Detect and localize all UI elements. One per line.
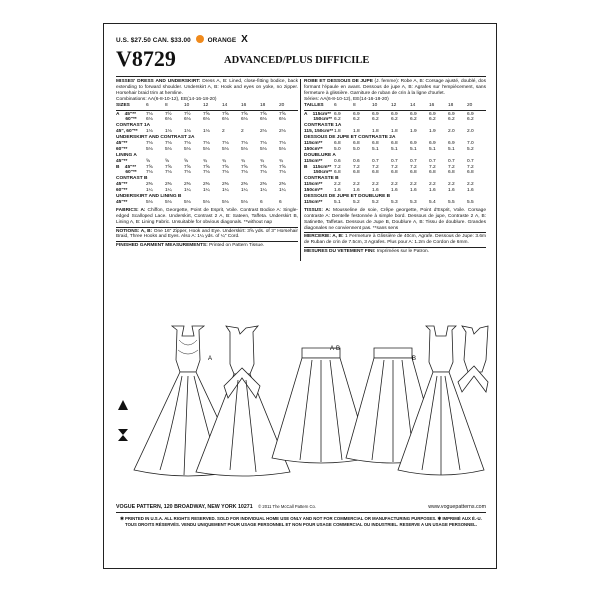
en-yardage-row: 60"** 6⅛ 6⅛ 6⅛ 6⅛ 6⅛ 6⅛ 6⅛ 6⅛: [116, 117, 286, 123]
yardage-table-fr: [304, 103, 486, 206]
en-group-heading: UNDERSKIRT AND CONTRAST 2A: [116, 135, 195, 141]
en-yardage-row: 60"** 5⅛ 5⅛ 5⅛ 5⅛ 5⅛ 5⅛ 5⅛ 5⅛: [116, 146, 286, 152]
fr-yardage-row: A 115cm** 6.9 6.9 6.9 6.9 6.9 6.9 6.9 6.9: [304, 111, 474, 117]
fr-group-heading: CONTRASTE B: [304, 176, 339, 182]
combinations-en: Combinations: AA(6-8-10-12), EE(14-16-18-20): [116, 96, 217, 102]
fabrics-fr: TISSUS: A: Mousseline de soie, Crêpe georgette, Point d'Esprit, Voile. Corsage contraste A: Dentelle festonnée à simple bord. Dessous de jupe, Contraste 2 A, B: Satinette, Taffetas. Dessous de Jupe B, Doublure A, B: Tissu de doublure. Grandes diagonales ne conviennent pas. **sans sens: [304, 207, 486, 231]
difficulty-level: ADVANCED/PLUS DIFFICILE: [224, 55, 370, 66]
fr-group-heading: CONTRASTE 1A: [304, 123, 342, 129]
footer-legal: ✱ PRINTED IN U.S.A. ALL RIGHTS RESERVED. SOLD FOR INDIVIDUAL HOME USE ONLY AND NOT FOR COMMERCIAL OR MANUFACTURING PURPOSES. ✱ IMPRIMÉ AUX É.-U. TOUS DROITS RÉSERVÉS. VENDU UNIQUEMENT POUR USAGE PERSONNEL ET NON POUR USAGE COMMERCIAL OU INDUSTRIEL. RESERVE A UN USAGE PERSONNEL.: [120, 516, 482, 527]
en-yardage-row: 45"** ⅝ ⅝ ⅝ ¾ ¾ ¾ ¾ ¾: [116, 158, 284, 164]
color-label: ORANGE: [207, 37, 237, 44]
en-yardage-row: 45"** 7⅛ 7⅛ 7⅛ 7⅛ 7⅛ 7⅛ 7⅛ 7⅛: [116, 141, 286, 146]
fr-yardage-row: 115cm** 0.6 0.6 0.7 0.7 0.7 0.7 0.7 0.7: [304, 158, 474, 164]
yardage-table-en: [116, 103, 298, 206]
view-label-a: A: [208, 356, 213, 362]
en-sizes-row: SIZES 6 8 10 12 14 16 18 20: [116, 102, 285, 108]
fr-group-heading: DESSOUS DE JUPE ET CONTRASTE 2A: [304, 135, 396, 141]
price-line: U.S. $27.50 CAN. $33.00 ORANGE X: [116, 34, 248, 45]
garment-illustrations: [112, 320, 490, 488]
finished-en: FINISHED GARMENT MEASUREMENTS: Printed on Pattern Tissue.: [116, 243, 265, 249]
fr-yardage-row: 115cm** 6.8 6.8 6.8 6.8 6.9 6.9 6.9 7.0: [304, 141, 474, 146]
fr-yardage-row: 115cm** 2.2 2.2 2.2 2.2 2.2 2.2 2.2 2.2: [304, 182, 474, 188]
view-label-ab: A-B: [330, 346, 341, 352]
en-yardage-row: 60"** 7⅛ 7⅛ 7⅛ 7⅛ 7⅛ 7⅛ 7⅛ 7⅛: [116, 170, 286, 176]
en-group-heading: LINING A: [116, 152, 137, 158]
en-yardage-row: B 45"** 7⅝ 7⅝ 7⅝ 7⅝ 7⅝ 7⅝ 7⅝ 7⅝: [116, 164, 286, 170]
en-yardage-row: 45"** 2⅜ 2⅜ 2⅜ 2⅜ 2⅜ 2⅜ 2⅜ 2⅜: [116, 182, 286, 188]
description-en: MISSES' DRESS AND UNDERSKIRT: Dress A, B: Lined, close-fitting bodice, back extending to forward shoulder. Underskirt A, B: Hook and eyes on yoke, no zipper. Horsehair braid trim at hemline.: [116, 79, 298, 96]
top-divider: [116, 76, 486, 77]
french-column: [304, 79, 486, 255]
fr-yardage-row: 150cm** 5.0 5.0 5.1 5.1 5.1 5.1 5.1 5.2: [304, 146, 474, 152]
fr-yardage-row: B 115cm** 7.2 7.2 7.2 7.2 7.2 7.2 7.2 7.2: [304, 164, 474, 170]
fr-yardage-row: 115, 150cm** 1.8 1.8 1.8 1.8 1.9 1.9 2.0 2.0: [304, 129, 474, 135]
view-label-b: B: [412, 356, 417, 362]
notions-en: NOTIONS: A, B: One 16" Zipper, Hook and Eye. Underskirt: 3⅝ yds. of 3" Horsehair Braid, Three Hooks and Eyes. Also A: 1¼ yds. of ¼" Cord.: [116, 228, 298, 240]
footer-address-line: [116, 504, 486, 510]
series-fr: Séries: AA(6-8-10-12), EE(14-16-18-20): [304, 96, 389, 102]
pattern-envelope-back: [103, 23, 497, 569]
price-mark: X: [241, 34, 248, 45]
footer-website: www.voguepatterns.com: [428, 504, 486, 510]
footer-copyright: © 2011 The McCall Pattern Co.: [258, 504, 317, 509]
fr-group-heading: DESSOUS DE JUPE ET DOUBLURE B: [304, 194, 391, 200]
triangle-marker-icon: [118, 400, 128, 410]
en-yardage-row: 60"** 1¼ 1¼ 1¼ 1¼ 1¼ 1¼ 1¼ 1¼: [116, 188, 286, 194]
en-yardage-row: 45", 60"** 1⅛ 1⅛ 1⅛ 1⅛ 2 2 2⅛ 2⅛: [116, 129, 286, 135]
en-yardage-row: 45"** 5⅛ 5⅛ 5⅛ 5⅛ 5⅛ 5⅛ 6 6: [116, 199, 282, 205]
fr-yardage-row: 150cm** 6.2 6.2 6.2 6.2 6.2 6.2 6.2 6.2: [304, 117, 474, 123]
footer-divider: [116, 512, 486, 513]
en-group-heading: CONTRAST B: [116, 176, 148, 182]
pattern-number: V8729: [116, 46, 176, 71]
column-divider: [300, 79, 301, 261]
hourglass-marker-icon: [118, 429, 128, 441]
finished-fr: MESURES DU VETEMENT FINI: Imprimées sur le Patron.: [304, 249, 430, 255]
fr-yardage-row: 150cm** 1.6 1.6 1.6 1.6 1.6 1.6 1.6 1.6: [304, 188, 474, 194]
fr-yardage-row: 150cm** 6.8 6.8 6.8 6.8 6.8 6.8 6.8 6.8: [304, 170, 474, 176]
fabrics-en: FABRICS: A: Chiffon, Georgette, Point de Esprit, Voile. Contrast Bodice A: Single-edged Scalloped Lace. Underskirt, Contrast 2 A, B: Sateen, Taffeta. Underskirt B, Lining A, B: Lining Fabric. Unsuitable for obvious diagonals. **without nap: [116, 207, 298, 225]
english-column: [116, 79, 298, 249]
description-fr: ROBE ET DESSOUS DE JUPE (J. femme): Robe A, B: Corsage ajusté, doublé, dos formant l'épaule en avant. Dessous de jupe A, B: Agrafes sur l'empiècement, sans fermeture à glissière. Garniture de ruban de crin à la ligne d'ourlet.: [304, 79, 486, 96]
footer-address: VOGUE PATTERN, 120 BROADWAY, NEW YORK 10271: [116, 504, 253, 510]
color-dot-icon: [196, 35, 204, 43]
en-yardage-row: A 45"** 7⅛ 7½ 7½ 7⅝ 7⅝ 7⅝ 7⅝ 7⅝: [116, 111, 286, 117]
fr-yardage-row: 115cm** 5.1 5.2 5.2 5.3 5.3 5.4 5.5 5.5: [304, 199, 474, 205]
fr-group-heading: DOUBLURE A: [304, 152, 336, 158]
notions-fr: MERCERIE: A, B: 1 Fermeture à Glissière de 40cm, Agrafe. Dessous de Jupe: 3.6m de Ruban de crin de 7.5cm, 3 Agrafes. Plus pour A: 1.2m de Cordon de 6mm.: [304, 234, 487, 246]
en-group-heading: CONTRAST 1A: [116, 123, 151, 129]
fr-sizes-row: TAILLES 6 8 10 12 14 16 18 20: [304, 102, 473, 108]
en-group-heading: UNDERSKIRT AND LINING B: [116, 194, 182, 200]
dress-b-back-drawing: [458, 326, 488, 392]
